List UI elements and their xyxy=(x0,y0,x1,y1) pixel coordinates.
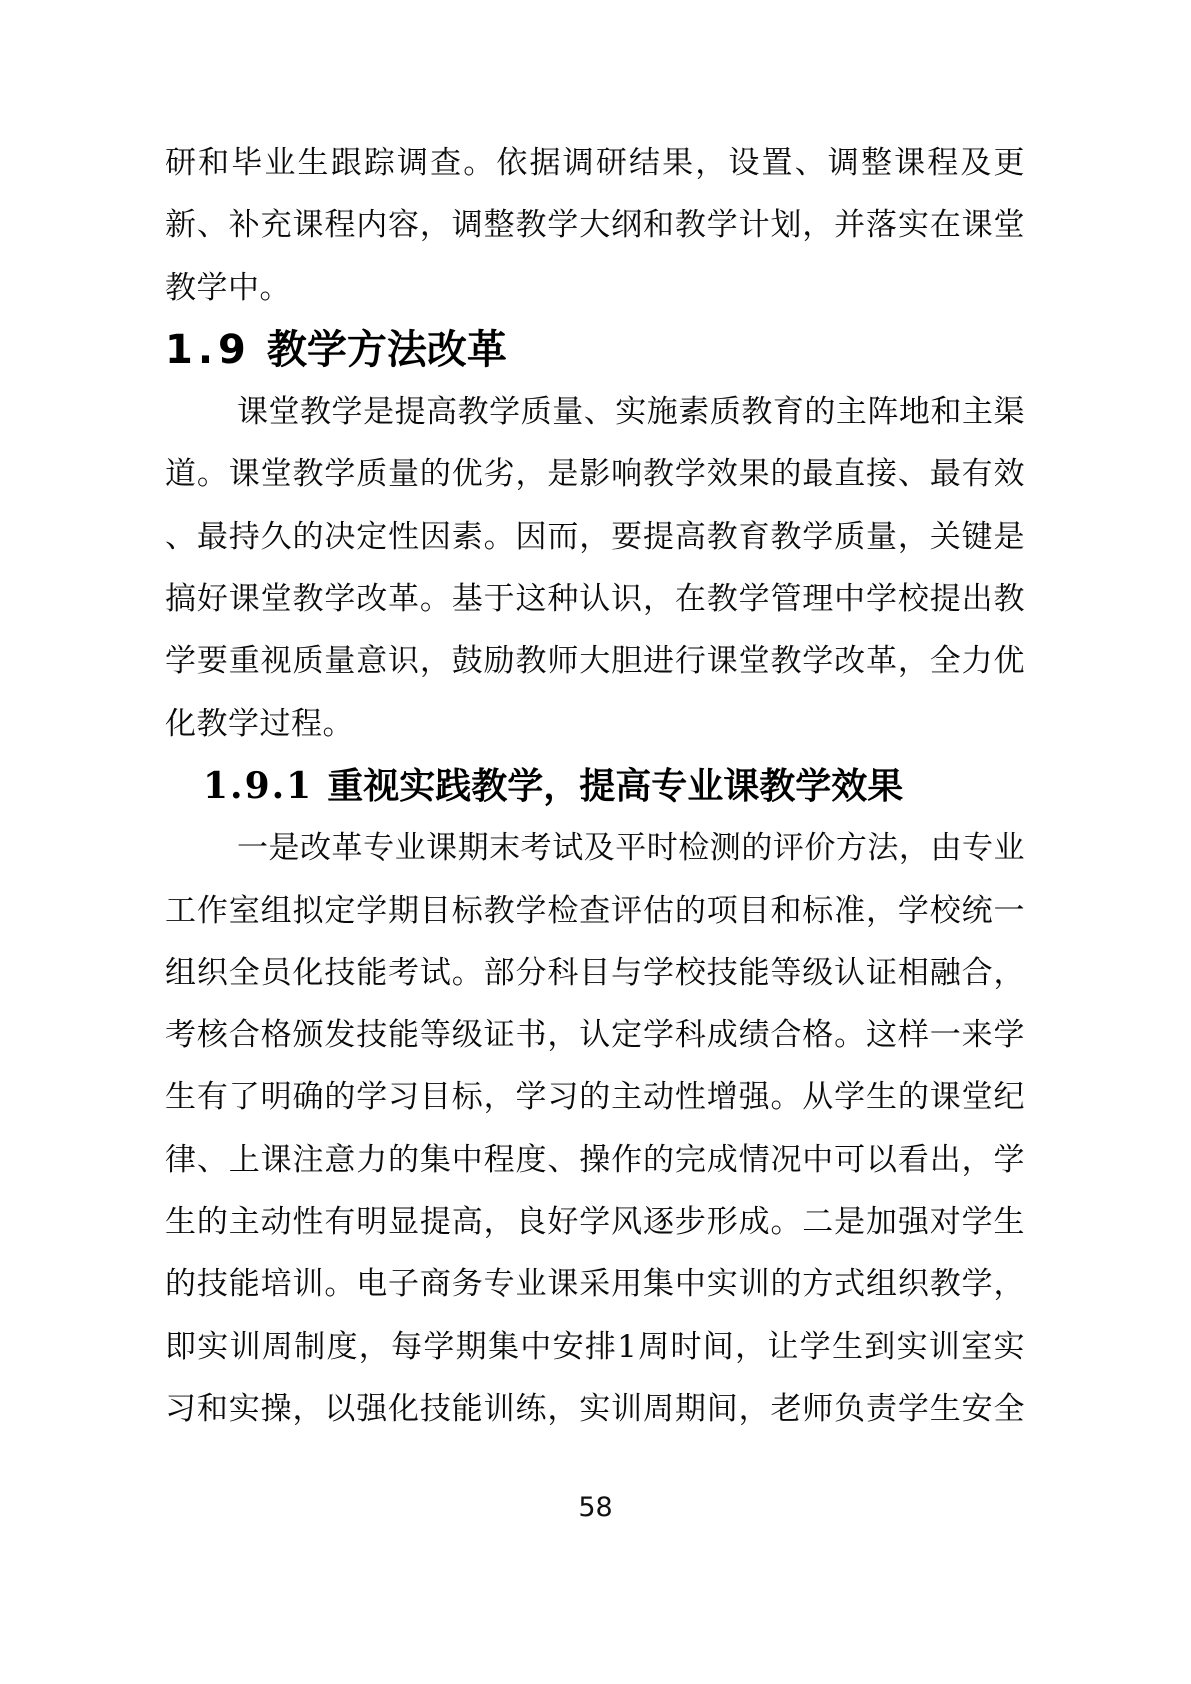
text-line: 考核合格颁发技能等级证书，认定学科成绩合格。这样一来学 xyxy=(165,1017,1025,1054)
page-number: 58 xyxy=(578,1492,613,1523)
subsection-title: 重视实践教学，提高专业课教学效果 xyxy=(327,764,904,807)
text-line: 即实训周制度，每学期集中安排1周时间，让学生到实训室实 xyxy=(165,1328,1025,1365)
text-line: 习和实操，以强化技能训练，实训周期间，老师负责学生安全 xyxy=(165,1390,1025,1427)
page-body xyxy=(165,132,1025,1440)
subsection-heading-1-9-1 xyxy=(165,755,1025,817)
text-line: 生的主动性有明显提高，良好学风逐步形成。二是加强对学生 xyxy=(165,1204,1025,1241)
text-line: 学要重视质量意识，鼓励教师大胆进行课堂教学改革，全力优 xyxy=(165,643,1025,680)
text-line: 工作室组拟定学期目标教学检查评估的项目和标准，学校统一 xyxy=(165,892,1025,929)
paragraph-practice-teaching xyxy=(165,817,1025,1440)
section-title: 教学方法改革 xyxy=(266,326,507,373)
text-line: 研和毕业生跟踪调查。依据调研结果，设置、调整课程及更 xyxy=(165,145,1025,181)
text-line: 一是改革专业课期末考试及平时检测的评价方法，由专业 xyxy=(237,830,1025,867)
paragraph-classroom-teaching xyxy=(165,381,1025,755)
text-line: 道。课堂教学质量的优劣，是影响教学效果的最直接、最有效 xyxy=(165,456,1025,493)
text-line: 的技能培训。电子商务专业课采用集中实训的方式组织教学， xyxy=(165,1266,1025,1303)
text-line: 搞好课堂教学改革。基于这种认识，在教学管理中学校提出教 xyxy=(165,581,1025,618)
text-line: 课堂教学是提高教学质量、实施素质教育的主阵地和主渠 xyxy=(237,394,1025,431)
subsection-number: 1.9.1 xyxy=(203,764,314,807)
section-heading-1-9 xyxy=(165,319,1025,381)
text-line: 组织全员化技能考试。部分科目与学校技能等级认证相融合， xyxy=(165,954,1025,991)
text-line: 化教学过程。 xyxy=(165,705,354,742)
text-line: 教学中。 xyxy=(165,269,291,306)
text-line: 、最持久的决定性因素。因而，要提高教育教学质量，关键是 xyxy=(165,518,1025,555)
paragraph-continuation xyxy=(165,132,1025,319)
text-line: 生有了明确的学习目标，学习的主动性增强。从学生的课堂纪 xyxy=(165,1079,1025,1116)
section-number: 1.9 xyxy=(165,326,251,373)
text-line: 新、补充课程内容，调整教学大纲和教学计划，并落实在课堂 xyxy=(165,207,1025,244)
text-line: 律、上课注意力的集中程度、操作的完成情况中可以看出，学 xyxy=(165,1141,1025,1178)
